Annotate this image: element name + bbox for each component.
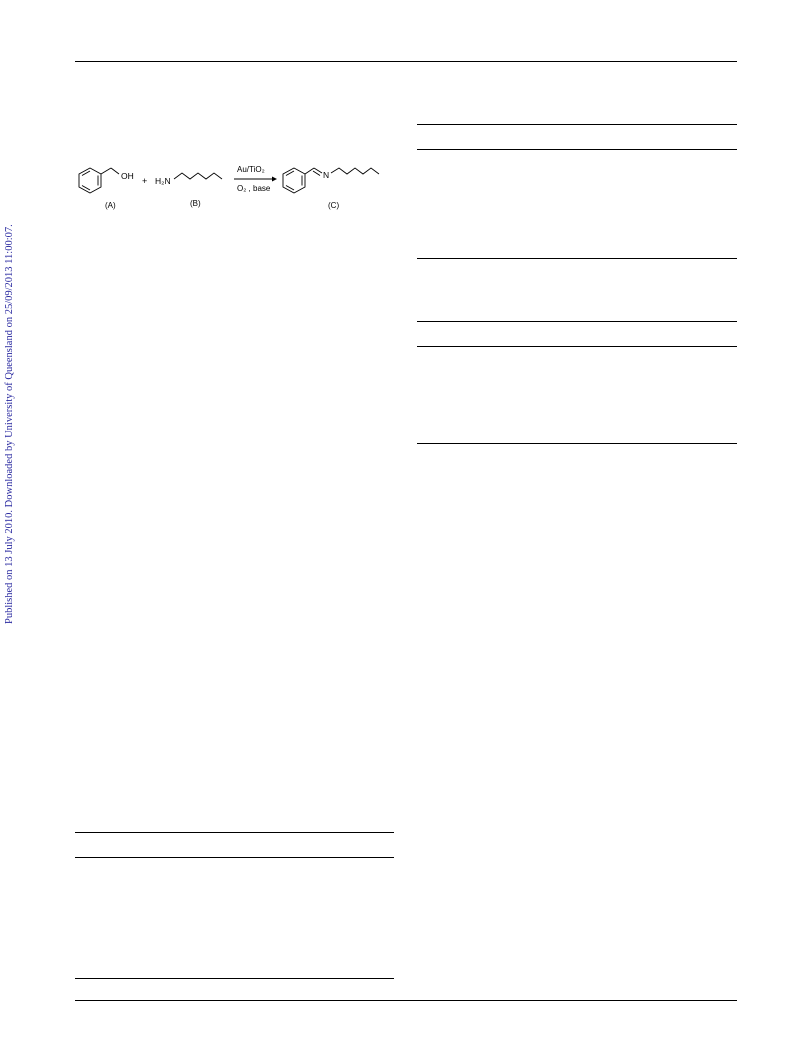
table1-bottom-rule bbox=[417, 258, 737, 259]
page-header-rule bbox=[75, 61, 737, 62]
imine-product-structure bbox=[283, 168, 379, 193]
table1-header-rule bbox=[417, 149, 737, 150]
table3-top-rule bbox=[75, 832, 394, 833]
table3-header-rule bbox=[75, 857, 394, 858]
product-nitrogen: N bbox=[323, 170, 330, 180]
reaction-arrowhead bbox=[272, 177, 277, 182]
conditions-label: O₂ , base bbox=[237, 184, 271, 193]
label-c: (C) bbox=[328, 201, 340, 210]
page-footer-rule bbox=[75, 1000, 737, 1001]
table2-header-rule bbox=[417, 346, 737, 347]
hexyl-chain-b bbox=[174, 173, 222, 179]
table2-bottom-rule bbox=[417, 443, 737, 444]
benzyl-alcohol-structure bbox=[79, 168, 119, 193]
plus-sign: + bbox=[142, 176, 148, 186]
reactant-b-amine: H₂N bbox=[155, 176, 171, 186]
reaction-scheme bbox=[78, 160, 398, 220]
table2-top-rule bbox=[417, 321, 737, 322]
publication-note-text: Published on 13 July 2010. Downloaded by University of Queensland on 25/09/2013 11:00:07. bbox=[4, 224, 15, 624]
label-b: (B) bbox=[190, 199, 201, 208]
table3-bottom-rule bbox=[75, 978, 394, 979]
publication-note bbox=[4, 214, 18, 624]
catalyst-label: Au/TiO₂ bbox=[237, 165, 265, 174]
label-a: (A) bbox=[105, 201, 116, 210]
reactant-a-oh: OH bbox=[121, 171, 134, 181]
table1-top-rule bbox=[417, 124, 737, 125]
